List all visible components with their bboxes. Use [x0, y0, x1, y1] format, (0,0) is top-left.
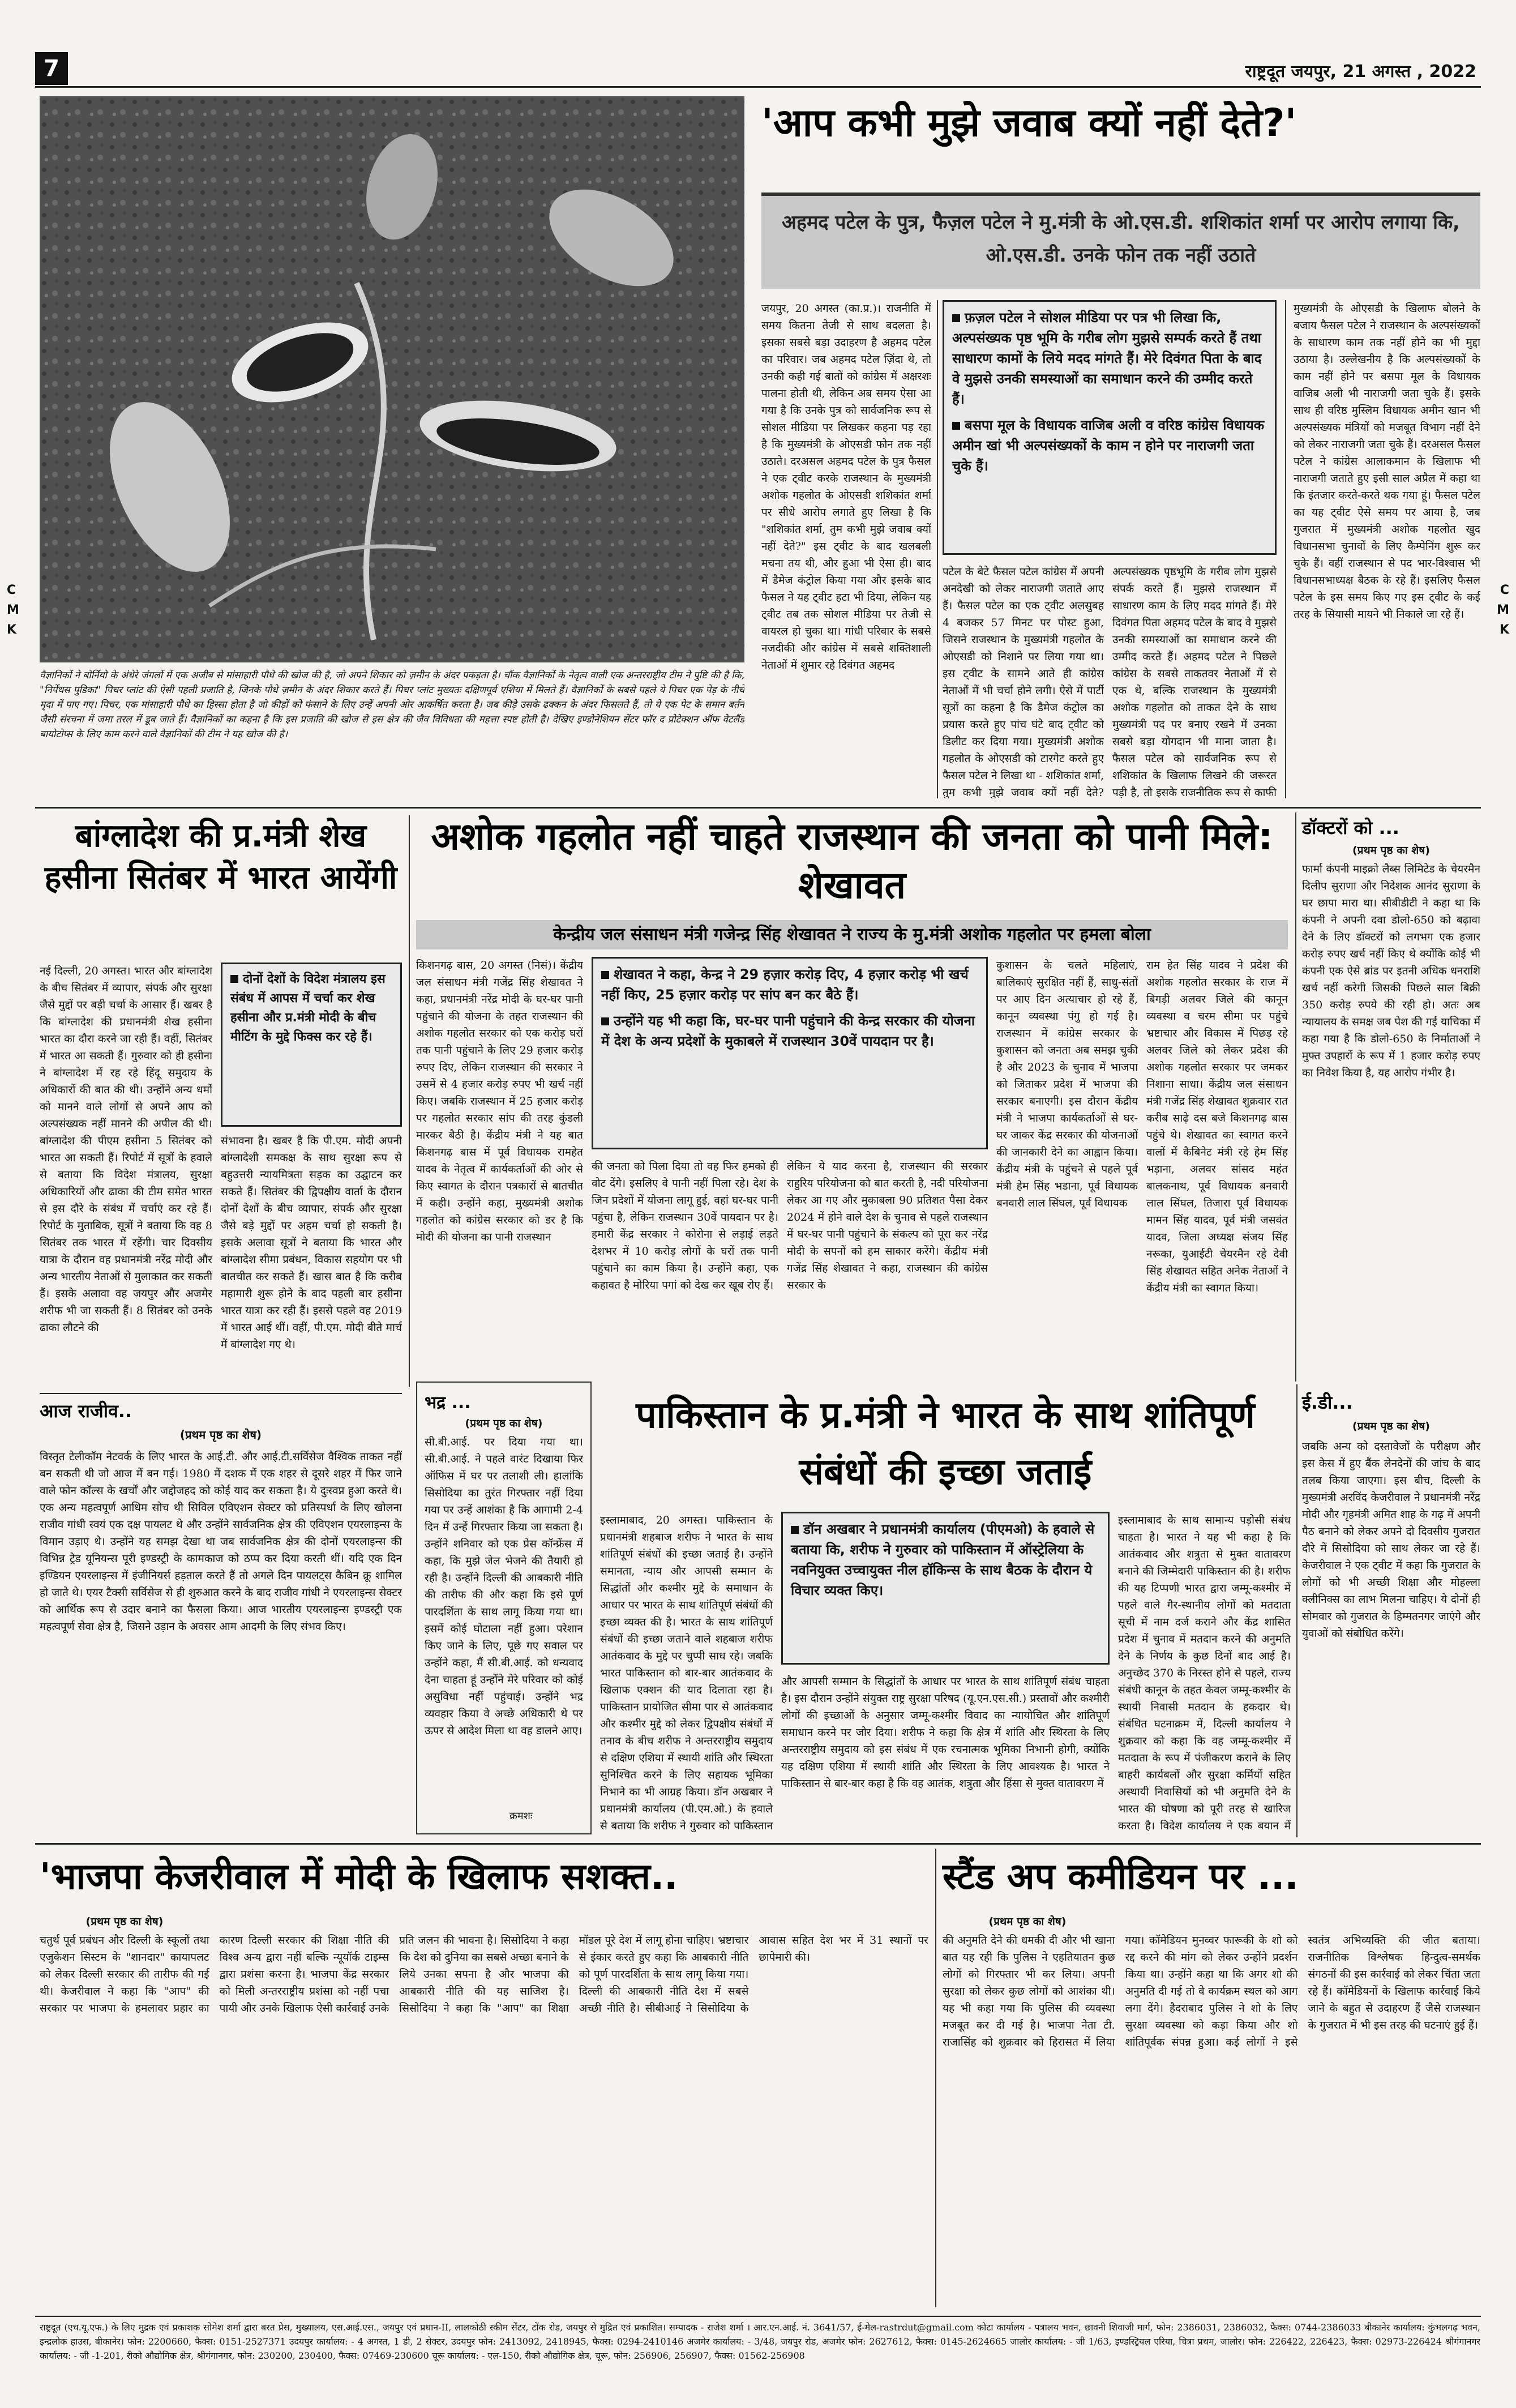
bullet-square-icon [601, 971, 609, 979]
bangladesh-col-1: नई दिल्ली, 20 अगस्त। भारत और बांग्लादेश के बीच सितंबर में व्यापार, संपर्क और सुरक्षा जैसे मुद्दों पर बड़ी चर्चा के आसार हैं। खबर है कि बांग्लादेश की प्रधानमंत्री शेख हसीना भारत का दौरा करने जा रही हैं। वहीं, सितंबर में भारत आ सकती हैं। गुरुवार को ही हसीना ने बांग्लादेश में रह रहे हिंदू समुदाय के अधिकारों की बात की थी। उन्होंने अन्य धर्मों को मानने वाले लोगों से अपने आप को अल्पसंख्यक नहीं मानने की अपील की थी। बांग्लादेश की पीएम हसीना 5 सितंबर को भारत आ सकती हैं। रिपोर्ट में सूत्रों के हवाले से बताया कि विदेश मंत्रालय, सुरक्षा अधिकारियों और ढाका की टीम समेत भारत से इस दौरे के संबंध में चर्चाएं कर रहे हैं। रिपोर्ट के मुताबिक, सूत्रों ने बताया कि वह 8 सितंबर तक भारत में रहेंगी। चार दिवसीय यात्रा के दौरान वह प्रधानमंत्री नरेंद्र मोदी और अन्य भारतीय नेताओं से मुलाकात कर सकती हैं। इसके अलावा वह जयपुर और अजमेर शरीफ भी जा सकती हैं। 8 सितंबर को उनके ढाका लौटने की [40, 965, 212, 1334]
aaj-rajeev-cont: (प्रथम पृष्ठ का शेष) [179, 1428, 262, 1442]
col-divider [935, 1849, 936, 2307]
footer-rule [35, 2316, 1481, 2317]
col-divider [1296, 1384, 1297, 1837]
bullet-square-icon [230, 975, 238, 983]
margin-mark-m-right: M [1497, 603, 1509, 617]
bangladesh-bullet-text: दोनों देशों के विदेश मंत्रालय इस संबंध में आपस में चर्चा कर शेख हसीना और प्र.मंत्री मोदी के बीच मीटिंग के मुद्दे फिक्स कर रहे हैं। [230, 972, 386, 1044]
lead-col-4: मुख्यमंत्री के ओएसडी के खिलाफ बोलने के बजाय फैसल पटेल ने राजस्थान के अल्पसंख्यकों के साधारण काम तक नहीं होने का भी मुद्दा उठाया है। उल्लेखनीय है कि अल्पसंख्यकों के काम नहीं होने पर बसपा मूल के विधायक वाजिब अली भी नाराजगी जता चुके हैं। इसके साथ ही वरिष्ठ मुस्लिम विधायक अमीन खान भी अल्पसंख्यक मंत्रियों को मजबूत विभाग नहीं देने को लेकर नाराजगी जता चुके हैं। दरअसल फैसल पटेल ने कांग्रेस आलाकमान के खिलाफ भी नाराजगी जताते हुए इसी साल अप्रैल में कहा था कि इंतजार करते-करते थक गया हूं। फैसल पटेल का यह ट्वीट ऐसे समय पर आया है, जब गुजरात में मुख्यमंत्री अशोक गहलोत खुद विधानसभा चुनावों के लिए कैम्पेनिंग शुरू कर चुके हैं। वहीं राजस्थान से पद भार-विश्वास भी विधानसभाध्यक्ष बैठक के रहे हैं। इसलिए फैसल पटेल के इस समय किए गए इस ट्वीट के कई तरह के सियासी मायने भी निकाले जा रहे हैं। [1294, 302, 1480, 621]
bhadra-kramash: क्रमशः [509, 1810, 533, 1822]
section-rule [35, 807, 1481, 809]
masthead-date: राष्ट्रदूत जयपुर, 21 अगस्त , 2022 [1245, 62, 1476, 82]
aaj-rajeev-title: आज राजीव.. [40, 1400, 132, 1422]
pakistan-headline: पाकिस्तान के प्र.मंत्री ने भारत के साथ शांतिपूर्ण संबंधों की इच्छा जताई [636, 1395, 1255, 1493]
shekhawat-col-2: की जनता को पिला दिया तो वह फिर हमको ही वोट देंगे। इसलिए वे पानी नहीं पिला रहे। देश के जिन प्रदेशों में योजना लागू हुई, वहां घर-घर पानी पहुंचा है, लेकिन राजस्थान 30वें पायदान पर है। हमारी केंद्र सरकार ने कोरोना से लड़ाई लड़ते देशभर में 10 करोड़ लोगों के घरों तक पानी पहुंचाने का काम किया है। उन्होंने कहा, एक कहावत है मोरिया पगां को देख कर खूब रोए हैं। [592, 1160, 778, 1291]
doctors-body: फार्मा कंपनी माइक्रो लैब्स लिमिटेड के चेयरमैन दिलीप सुराणा और निदेशक आनंद सुराणा के घर छापा मारा था। सीबीडीटी ने कहा था कि कंपनी ने अपनी दवा डोलो-650 को बढ़ावा देने के लिए डॉक्टरों को लगभग एक हजार करोड़ रुपए खर्च नहीं किए थे क्योंकि कोई भी कंपनी एक ऐसे ब्रांड पर इतनी अधिक धनराशि खर्च नहीं करेगी जिसकी पिछले साल बिक्री 350 करोड़ रुपये की रही हो। अतः अब न्यायालय के समक्ष जब पेश की गई याचिका में कहा गया है कि डोलो-650 के निर्माताओं ने मुफ्त उपहारों के रूप में 1 हजार करोड़ रुपए का निवेश किया है, यह आरोप गंभीर है। [1302, 863, 1480, 1079]
bangladesh-col-2: संभावना है। खबर है कि पी.एम. मोदी अपनी बांग्लादेशी समकक्ष के साथ सुरक्षा रूप से बहुउत्तरी न्यायमित्रता सड़क का उद्घाटन कर सकते हैं। सितंबर की द्विपक्षीय वार्ता के दौरान दोनों देशों के बीच व्यापार, संपर्क और सुरक्षा जैसे बड़े मुद्दों पर अहम चर्चा हो सकती है। इसके अलावा सूत्रों ने बताया कि भारत और बांग्लादेश सीमा प्रबंधन, विकास सहयोग पर भी बातचीत कर सकते हैं। खास बात है कि करीब महामारी शुरू होने के बाद पहली बार हसीना भारत यात्रा कर रही हैं। इससे पहले वह 2019 में भारत आई थीं। वहीं, पी.एम. मोदी बीते मार्च में बांग्लादेश गए थे। [221, 1135, 402, 1351]
bjp-kejriwal-headline: 'भाजपा केजरीवाल में मोदी के खिलाफ सशक्त.. [40, 1856, 678, 1898]
doctors-title: डॉक्टरों को ... [1302, 817, 1399, 839]
doctors-cont: (प्रथम पृष्ठ का शेष) [1352, 844, 1430, 857]
standup-headline: स्टैंड अप कमीडियन पर ... [943, 1856, 1299, 1898]
col-divider [937, 300, 938, 798]
bullet-square-icon [791, 1526, 799, 1534]
standup-text: की अनुमति देने की धमकी दी और भी खाना बात यह रही कि पुलिस ने एहतियातन कुछ लोगों को गिरफ्तार भी कर लिया। अपनी सुरक्षा को लेकर कुछ लोगों को आशंका थी। यह भी कहा गया कि पुलिस की व्यवस्था मजबूत कर दी गई है। भाजपा नेता टी. राजासिंह को शुक्रवार को हिरासत में लिया गया। कॉमेडियन मुनव्वर फारूकी के शो को रद्द करने की मांग को लेकर उन्होंने प्रदर्शन किया था। उन्होंने कहा था कि अगर शो की अनुमति दी गई तो वे कार्यक्रम स्थल को आग लगा देंगे। हैदराबाद पुलिस ने शो के लिए सुरक्षा व्यवस्था को कड़ा किया और शो शांतिपूर्वक संपन्न हुआ। कई लोगों ने इसे स्वतंत्र अभिव्यक्ति की जीत बताया। राजनीतिक विश्लेषक हिन्दुत्व-समर्थक संगठनों की इस कार्रवाई को लेकर चिंता जता रहे हैं। कॉमेडियनों के खिलाफ कार्रवाई किये जाने के बहुत से उदाहरण हैं जैसे राजस्थान के गुजरात में भी इस तरह की घटनाएं हुई हैं। [943, 1934, 1480, 2048]
lead-bullet-1-text: फ़ज़ल पटेल ने सोशल मीडिया पर पत्र भी लिखा कि, अल्पसंख्यक पृष्ठ भूमि के गरीब लोग मुझसे सम्पर्क करते हैं तथा साधारण कामों के लिये मदद मांगते हैं। मेरे दिवंगत पिता के बाद वे मुझसे उनकी समस्याओं का समाधान करने की उम्मीद करते हैं। [952, 310, 1262, 407]
lead-bullet-1 [952, 307, 1267, 409]
section-rule [35, 1843, 1481, 1845]
margin-mark-c-right: C [1500, 583, 1509, 597]
shekhawat-bullet-1-text: शेखावत ने कहा, केन्द्र ने 29 हज़ार करोड़ दिए, 4 हज़ार करोड़ भी खर्च नहीं किए, 25 हज़ार करोड़ पर सांप बन कर बैठे हैं। [601, 966, 969, 1003]
shekhawat-col-3: लेकिन ये याद करना है, राजस्थान की सरकार राहुरिय परियोजना को बात करती है, नदी परियोजना लेकर आ गए और मुकाबला 90 प्रतिशत पैसा देकर 2024 में होने वाले देश के चुनाव से पहले राजस्थान में घर-घर पानी पहुंचाने के संकल्प को पूरा कर नरेंद्र मोदी के सपनों को हम साकार करेंगे। केंद्रीय मंत्री गजेंद्र सिंह शेखावत ने कहा, राजस्थान की कांग्रेस सरकार के [787, 1160, 988, 1291]
bhadra-title: भद्र ... [425, 1393, 471, 1413]
pakistan-col-1: इस्लामाबाद, 20 अगस्त। पाकिस्तान के प्रधानमंत्री शहबाज शरीफ ने भारत के साथ शांतिपूर्ण संबंधों की इच्छा जताई है। उन्होंने समानता, न्याय और आपसी सम्मान के सिद्धांतों और कश्मीर मुद्दे के समाधान के आधार पर भारत के साथ शांतिपूर्ण संबंधों की इच्छा व्यक्त की है। भारत के साथ शांतिपूर्ण संबंधों की इच्छा जताने वाले शहबाज शरीफ आतंकवाद के मुद्दे पर चुप्पी साध रहे। जबकि भारत पाकिस्तान को बार-बार आतंकवाद के खिलाफ एक्शन की याद दिलाता रहा है। पाकिस्तान प्रायोजित सीमा पार से आतंकवाद और कश्मीर मुद्दे को लेकर द्विपक्षीय संबंधों में तनाव के बीच शरीफ ने अन्तरराष्ट्रीय समुदाय से दक्षिण एशिया में स्थायी शांति और स्थिरता सुनिश्चित करने के लिए सहायक भूमिका निभाने का भी आग्रह किया। डॉन अखबार ने प्रधानमंत्री कार्यालय (पी.एम.ओ.) के हवाले से बताया कि शरीफ ने गुरुवार को पाकिस्तान [600, 1514, 773, 1832]
pitcher-plant-illustration [40, 96, 744, 662]
bangladesh-bullet-box [221, 963, 402, 1127]
pakistan-bullet-text: डॉन अखबार ने प्रधानमंत्री कार्यालय (पीएमओ) के हवाले से बताया कि, शरीफ ने गुरुवार को पाकिस्तान में ऑस्ट्रेलिया के नवनियुक्त उच्चायुक्त नील हॉकिन्स के साथ बैठक के दौरान ये विचार व्यक्त किए। [791, 1521, 1095, 1598]
shekhawat-col-1: किशनगढ़ बास, 20 अगस्त (निसं)। केंद्रीय जल संसाधन मंत्री गजेंद्र सिंह शेखावत ने कहा, प्रधानमंत्री नरेंद्र मोदी के घर-घर पानी पहुंचाने की योजना के तहत राजस्थान की अशोक गहलोत सरकार को एक करोड़ घरों तक पानी पहुंचाने के लिए 29 हजार करोड़ रुपए दिए, लेकिन राजस्थान की सरकार ने उसमें से 4 हजार करोड़ रुपए भी खर्च नहीं किए। जबकि राजस्थान में 25 हजार करोड़ पर गहलोत सरकार सांप की तरह कुंडली मारकर बैठी है। केंद्रीय मंत्री ने यह बात किशनगढ़ बास में पूर्व विधायक रामहेत यादव के नेतृत्व में कार्यकर्ताओं की ओर से किए स्वागत के दौरान पत्रकारों से बातचीत में कही। उन्होंने कहा, मुख्यमंत्री अशोक गहलोत को कांग्रेस सरकार को डर है कि मोदी की योजना का पानी राजस्थान [416, 959, 583, 1243]
ed-title: ई.डी... [1302, 1392, 1353, 1413]
lead-col-1: जयपुर, 20 अगस्त (का.प्र.)। राजनीति में समय कितना तेजी से साथ बदलता है। इसका सबसे बड़ा उदाहरण है अहमद पटेल का परिवार। जब अहमद पटेल ज़िंदा थे, तो उनकी कही गई बातों को कांग्रेस में अक्षरशः पालना होती थी, लेकिन अब समय ऐसा आ गया है कि उनके पुत्र को सार्वजनिक रूप से सोशल मीडिया पर लिखकर कहना पड़ रहा है कि मुख्यमंत्री के ओएसडी फोन तक नहीं उठाते। दरअसल अहमद पटेल के पुत्र फैसल ने एक ट्वीट करके राजस्थान के मुख्यमंत्री अशोक गहलोत के ओएसडी शशिकांत शर्मा पर सीधे आरोप लगाते हुए लिखा है कि "शशिकांत शर्मा, तुम कभी मुझे जवाब क्यों नहीं देते?" इस ट्वीट के बाद खलबली मचना तय थी, और हुआ भी ऐसा ही। बाद में डैमेज कंट्रोल किया गया और इसके बाद फैसल ने यह ट्वीट हटा भी दिया, लेकिन यह ट्वीट तब तक सोशल मीडिया पर तेजी से वायरल हो चुका था। गांधी परिवार के सबसे नजदीकी और कांग्रेस में सबसे शक्तिशाली नेताओं में शुमार रहे दिवंगत अहमद [761, 302, 931, 671]
pakistan-col-3: इस्लामाबाद के साथ सामान्य पड़ोसी संबंध चाहता है। भारत ने यह भी कहा है कि आतंकवाद और शत्रुता से मुक्त वातावरण बनाने की जिम्मेदारी पाकिस्तान की है। शरीफ की यह टिप्पणी भारत द्वारा जम्मू-कश्मीर में पहले वाले गैर-स्थानीय लोगों को मतदाता सूची में नाम दर्ज कराने और केंद्र शासित प्रदेश में चुनाव में मतदान करने की अनुमति देने के निर्णय के कुछ दिनों बाद आई है। अनुच्छेद 370 के निरस्त होने से पहले, राज्य संबंधी कानून के तहत केवल जम्मू-कश्मीर के स्थायी निवासी मतदान के हकदार थे। संबंधित घटनाक्रम में, दिल्ली कार्यालय ने शुक्रवार को कहा कि वह जम्मू-कश्मीर में मतदाता के रूप में पंजीकरण कराने के लिए बाहरी कार्यबलों और सुरक्षा कर्मियों सहित अस्थायी निवासियों को भी अनुमति देने के भारत की घोषणा को पूरी तरह से खारिज करता है। विदेश कार्यालय ने एक बयान में [1118, 1514, 1291, 1832]
bullet-square-icon [952, 314, 960, 322]
bullet-square-icon [601, 1017, 609, 1025]
bjp-kejriwal-cont: (प्रथम पृष्ठ का शेष) [85, 1915, 164, 1928]
bjp-kejriwal-body [40, 1932, 928, 2306]
ed-body: जबकि अन्य को दस्तावेजों के परीक्षण और इस केस में हुए बैंक लेनदेनों की जांच के बाद तलब किया जाएगा। इस बीच, दिल्ली के मुख्यमंत्री अरविंद केजरीवाल ने प्रधानमंत्री नरेंद्र मोदी और गृहमंत्री अमित शाह के गढ़ में अपनी पैठ बनाने को लेकर अपने दो दिवसीय गुजरात दौरे में सिसोदिया को साथ लेकर जा रहे हैं। केजरीवाल ने एक ट्वीट में कहा कि गुजरात के लोगों को भी अच्छी शिक्षा और मोहल्ला क्लीनिक्स का लाभ मिलना चाहिए। ये दोनों ही सोमवार को गुजरात के हिम्मतनगर जाएंगे और युवाओं को संबोधित करेंगे। [1302, 1440, 1480, 1640]
ed-cont: (प्रथम पृष्ठ का शेष) [1352, 1420, 1430, 1432]
shekhawat-bullet-box [592, 957, 988, 1149]
pakistan-col-2: और आपसी सम्मान के सिद्धांतों के आधार पर भारत के साथ शांतिपूर्ण संबंध चाहता है। इस दौरान उन्होंने संयुक्त राष्ट्र सुरक्षा परिषद (यू.एन.एस.सी.) प्रस्तावों और कश्मीरी लोगों की इच्छाओं के अनुसार जम्मू-कश्मीर विवाद का न्यायोचित और शांतिपूर्ण समाधान करने पर जोर दिया। शरीफ ने कहा कि क्षेत्र में शांति और स्थिरता के लिए अन्तरराष्ट्रीय समुदाय को इस संबंध में एक रचनात्मक भूमिका निभानी होगी, क्योंकि यह दक्षिण एशिया में स्थायी शांति और स्थिरता के लिए आवश्यक है। भारत ने पाकिस्तान से बार-बार कहा है कि वह आतंक, शत्रुता और हिंसा से मुक्त वातावरण में [781, 1675, 1110, 1790]
shekhawat-subhead: केन्द्रीय जल संसाधन मंत्री गजेन्द्र सिंह शेखावत ने राज्य के मु.मंत्री अशोक गहलोत पर हमला बोला [416, 920, 1288, 949]
shekhawat-col-4: कुशासन के चलते महिलाएं, बालिकाएं सुरक्षित नहीं हैं, साधु-संतों पर आए दिन अत्याचार हो रहे हैं, कानून व्यवस्था पंगु हो गई है। राजस्थान में कांग्रेस सरकार के कुशासन को जनता अब समझ चुकी है और 2023 के चुनाव में भाजपा को जिताकर प्रदेश में भाजपा की सरकार बनाएगी। इस दौरान केंद्रीय मंत्री ने भाजपा कार्यकर्ताओं से घर-घर जाकर केंद्र सरकार की योजनाओं की जानकारी देने का आह्वान किया। केंद्रीय मंत्री के पहुंचने से पहले पूर्व मंत्री हेम सिंह भडाना, पूर्व विधायक बनवारी लाल सिंघल, पूर्व विधायक [996, 959, 1138, 1209]
shekhawat-bullet-1 [601, 964, 978, 1005]
col-divider [1285, 300, 1286, 798]
lead-col-3: अल्पसंख्यक पृष्ठभूमि के गरीब लोग मुझसे संपर्क करते हैं। मुझसे राजस्थान में साधारण काम के लिए मदद मांगते हैं। मेरे दिवंगत पिता अहमद पटेल के बाद वे मुझसे उनकी समस्याओं का समाधान करने की उम्मीद करते हैं। अहमद पटेल ने पिछले कांग्रेस के सबसे ताकतवर नेताओं में से एक थे, बल्कि राजस्थान के मुख्यमंत्री अशोक गहलोत को ताकत देने के साथ मुख्यमंत्री पद पर बनाए रखने में उनका सबसे बड़ा योगदान भी माना जाता है। फैसल पटेल को सार्वजनिक रूप से शशिकांत के खिलाफ लिखने की जरूरत पड़ी है, तो इसके राजनीतिक रूप से काफी [1112, 566, 1277, 798]
imprint-text: राष्ट्रदूत (एच.यू.एफ.) के लिए मुद्रक एवं प्रकाशक सोमेश शर्मा द्वारा बरत प्रेस, मुख्यालय, एस.आई.एस., जयपुर एवं प्रधान-II, लालकोठी स्कीम सेंटर, टोंक रोड, जयपुर से मुद्रित एवं प्रकाशित। सम्पादक - राजेश शर्मा । आर.एन.आई. नं. 3641/57, ई-मेल-rastrdut@gmail.com कोटा कार्यालय - पत्रालय भवन, छावनी शिवाजी मार्ग, फोन: 2386031, 2386032, फैक्स: 0744-2386033 बीकानेर कार्यालय: कुंभलगढ़ भवन, इन्द्रलोक हाउस, बीकानेर। फोन: 2200660, फैक्स: 0151-2527371 उदयपुर कार्यालय: - 4 अगस्त, 1 डी, 2 सेक्टर, उदयपुर फोन: 2413092, 2418945, फैक्स: 0294-2410146 अजमेर कार्यालय: - 3/48, जयपुर रोड, अजमेर फोन: 2627612, फैक्स: 0145-2624665 जालोर कार्यालय: - जी 1/63, इण्डस्ट्रियल एरिया, चित्रा प्रथम, जालोर। फोन: 226422, 226423, फैक्स: 02973-226424 श्रीगंगानगर कार्यालय: - जी -1-201, रीको औद्योगिक क्षेत्र, श्रीगंगानगर, फोन: 230200, 230400, फैक्स: 07469-230600 चूरू कार्यालय: - एल-150, रीको औद्योगिक क्षेत्र, चूरू, फोन: 256906, 256907, फैक्स: 01562-256908 [40, 2322, 1480, 2361]
page-number: 7 [44, 55, 59, 82]
shekhawat-col-5: राम हेत सिंह यादव ने प्रदेश की अशोक गहलोत सरकार के राज में बिगड़ी अलवर जिले की कानून व्यवस्था व चरम सीमा पर पहुंचे भ्रष्टाचार और विकास में पिछड़ रहे अलवर जिले को लेकर प्रदेश की अशोक गहलोत सरकार पर जमकर निशाना साधा। केंद्रीय जल संसाधन मंत्री गजेंद्र सिंह शेखावत शुक्रवार रात करीब साढ़े दस बजे किशनगढ़ बास पहुंचे थे। शेखावत का स्वागत करने वालों में कैबिनेट मंत्री रहे हेम सिंह भड़ाना, अलवर सांसद महंत बालकनाथ, पूर्व विधायक बनवारी लाल सिंघल, तिजारा पूर्व विधायक मामन सिंह यादव, पूर्व मंत्री जसवंत यादव, जिला अध्यक्ष संजय सिंह नरूका, युआईटी चेयरमैन रहे देवी सिंह शेखावत सहित अनेक नेताओं ने केंद्रीय मंत्री का स्वागत किया। [1146, 959, 1288, 1294]
standup-cont: (प्रथम पृष्ठ का शेष) [988, 1915, 1067, 1928]
bhadra-body: सी.बी.आई. पर दिया गया था। सी.बी.आई. ने पहले वारंट दिखाया फिर ऑफिस में घर पर तलाशी ली। हालांकि सिसोदिया का तुरंत गिरफ्तार नहीं दिया गया पर उन्हें आशंका है कि आगामी 2-4 दिन में उन्हें गिरफ्तार किया जा सकता है। उन्होंने शनिवार को एक प्रेस कॉन्फ्रेंस में कहा, कि मुझे जेल भेजने की तैयारी हो रही है। उन्होंने दिल्ली की आबकारी नीति की तारीफ की और कहा कि इसे पूर्ण पारदर्शिता के साथ लागू किया गया था। इसमें कोई घोटाला नहीं हुआ। परेशान किए जाने के लिए, पूछे गए सवाल पर उन्होंने कहा, मैं सी.बी.आई. को धन्यवाद देना चाहता हूं उन्होंने मेरे परिवार को कोई असुविधा नहीं पहुंचाई। उन्होंने भद्र व्यवहार किया वे अच्छे अधिकारी थे पर ऊपर से आदेश मिला था वह डालने आए। [425, 1436, 583, 1737]
bjp-kejriwal-text: चतुर्थ पूर्व प्रबंधन और दिल्ली के स्कूलों तथा एजुकेशन सिस्टम के "शानदार" कायापलट को लेकर दिल्ली सरकार की तारीफ की गई थी। केजरीवाल ने कहा कि "आप" की सरकार पर भाजपा के हमलावर प्रहार का कारण दिल्ली सरकार की शिक्षा नीति की विश्व अन्य द्वारा नहीं बल्कि न्यूयॉर्क टाइम्स द्वारा प्रशंसा करना है। भाजपा केंद्र सरकार को मिली अन्तरराष्ट्रीय प्रशंसा को नहीं पचा पायी और उनके खिलाफ ऐसी कार्रवाई उनके प्रति जलन की भावना है। सिसोदिया ने कहा कि देश को दुनिया का सबसे अच्छा बनाने के लिये उनका सपना है और भाजपा की आबकारी नीति की यह साजिश है। सिसोदिया ने कहा कि "आप" का शिक्षा मॉडल पूरे देश में लागू होना चाहिए। भ्रष्टाचार से इंकार करते हुए कहा कि आबकारी नीति को पूर्ण पारदर्शिता के साथ लागू किया गया। दिल्ली की आबकारी नीति देश में सबसे अच्छी नीति है। सीबीआई ने सिसोदिया के आवास सहित देश भर में 31 स्थानों पर छापेमारी की। [40, 1934, 928, 2014]
header-rule [35, 86, 1481, 88]
photo-caption: वैज्ञानिकों ने बोर्नियो के अंधेरे जंगलों में एक अजीब से मांसाहारी पौधे की खोज की है, जो अपने शिकार को ज़मीन के अंदर पकड़ता है। चौंक वैज्ञानिकों के नेतृत्व वाली एक अन्तरराष्ट्रीय टीम ने पुष्टि की है कि, "निर्पेंथस पुडिका" पिचर प्लांट की ऐसी पहली प्रजाति है, जिनके पौधे ज़मीन के अंदर शिकार करते हैं। पिचर प्लांट मुख्यतः दक्षिणपूर्व एशिया में मिलते हैं। वैज्ञानिकों के सबसे पहले ये पिचर एक पेड़ के नीचे मृदा में पाए गए। पिचर, एक मांसाहारी पौधे का हिस्सा होता है जो कीड़ों को फंसाने के लिए उन्हें अपनी ओर आकर्षित करता है। जब कीड़े उसके ढक्कन के अंदर फिसलते हैं, तो ये एक पेट के समान बर्तन जैसी संरचना में जमा तरल में डूब जाते हैं। वैज्ञानिकों का कहना है कि इस प्रजाति की खोज से इस क्षेत्र की जैव विविधता की महत्ता स्पष्ट होती है। देखिए इण्डोनेशियन सेंटर फॉर द प्रोटेक्शन ऑफ वेटलैंड बायोटोप्स के लिए काम करने वाले वैज्ञानिकों की टीम ने यह खोज की है। [40, 670, 744, 740]
pitcher-plant-photo [40, 96, 744, 662]
standup-body [943, 1932, 1480, 2306]
lead-bullet-2 [952, 415, 1267, 476]
margin-mark-c: C [7, 583, 16, 597]
aaj-rajeev-body: विस्तृत टेलीकॉम नेटवर्क के लिए भारत के आई.टी. और आई.टी.सर्विसेज वैश्विक ताकत नहीं बन सकती थी जो आज में बन गई। 1980 में दशक में एक शहर से दूसरे शहर में फिर जाने वाले फोन कॉल्स के खर्चों और जद्दोजहद को कोई याद कर सकता है। ये दुःस्वप्न हुआ करते थे। एक अन्य महत्वपूर्ण आधिम सोच थी सिविल एविएशन सेक्टर को प्रतिस्पर्धा के लिए खोलना राजीव गांधी स्वयं एक दक्ष पायलट थे और उन्होंने सार्वजनिक क्षेत्र की एविएशन एयरलाइन्स के विमान उड़ाए थे। उन्होंने यह समझ देखा था जब सार्वजनिक क्षेत्र की दोनों एयरलाइन्स की विभिन्न ट्रेड यूनियन्स पूरी इण्डस्ट्री के कामकाज को ठप्प कर दिया करती थीं। यदि एक दिन इण्डियन एयरलाइन्स में इंजीनियर्स हड़ताल करते हैं तो अगले दिन पायलट्स कैबिन क्रू शामिल हो जाते थे। एयर टैक्सी सर्विसेज से ही शुरुआत करने के बाद राजीव गांधी ने एयरलाइन्स सेक्टर को आर्थिक रूप से उदार बनाने का फैसला किया। आज भारतीय एयरलाइन्स इण्डस्ट्री एक महत्वपूर्ण सेवा क्षेत्र है, जिसने उड़ान के अवसर आम आदमी के लिए संभव किए। [40, 1451, 402, 1633]
lead-bullet-2-text: बसपा मूल के विधायक वाजिब अली व वरिष्ठ कांग्रेस विधायक अमीन खां भी अल्पसंख्यकों के काम न होने पर नाराजगी जता चुके हैं। [952, 417, 1265, 474]
lead-subhead: अहमद पटेल के पुत्र, फैज़ल पटेल ने मु.मंत्री के ओ.एस.डी. शशिकांत शर्मा पर आरोप लगाया कि, ओ.एस.डी. उनके फोन तक नहीं उठाते [761, 193, 1480, 289]
bhadra-cont: (प्रथम पृष्ठ का शेष) [465, 1417, 543, 1430]
section-rule [40, 1393, 402, 1394]
shekhawat-headline: अशोक गहलोत नहीं चाहते राजस्थान की जनता को पानी मिले: शेखावत [431, 815, 1273, 907]
bangladesh-headline: बांग्लादेश की प्र.मंत्री शेख हसीना सितंबर में भारत आयेंगी [44, 818, 397, 896]
margin-mark-m: M [7, 603, 19, 617]
shekhawat-bullet-2-text: उन्होंने यह भी कहा कि, घर-घर पानी पहुंचाने की केन्द्र सरकार की योजना में देश के अन्य प्रदेशों के मुकाबले में राजस्थान 30वें पायदान पर है। [601, 1013, 975, 1049]
lead-bullet-box [943, 300, 1277, 555]
lead-col-2: पटेल के बेटे फैसल पटेल कांग्रेस में अपनी अनदेखी को लेकर नाराजगी जताते आए हैं। फैसल पटेल का एक ट्वीट अलसुबह 4 बजकर 57 मिनट पर पोस्ट हुआ, जिसने राजस्थान के मुख्यमंत्री गहलोत के ओएसडी को निशाने पर लिया गया था। इस ट्वीट के सामने आते ही कांग्रेस नेताओं में भी चर्चा होने लगी। ऐसे में पार्टी सूत्रों का कहना है कि डैमेज कंट्रोल का प्रयास करते हुए पांच घंटे बाद ट्वीट को डिलीट कर दिया गया। मुख्यमंत्री अशोक गहलोत के ओएसडी को टारगेट करते हुए फैसल पटेल ने लिखा था - शशिकांत शर्मा, तुम कभी मुझे जवाब क्यों नहीं देते? [943, 566, 1104, 798]
margin-mark-k: K [7, 623, 17, 637]
col-divider [1295, 812, 1296, 1382]
shekhawat-bullet-2 [601, 1011, 978, 1051]
lead-headline: 'आप कभी मुझे जवाब क्यों नहीं देते?' [761, 101, 1297, 146]
margin-mark-k-right: K [1499, 623, 1509, 637]
col-divider [409, 815, 410, 1387]
pakistan-bullet-box [781, 1512, 1110, 1665]
bullet-square-icon [952, 422, 960, 430]
